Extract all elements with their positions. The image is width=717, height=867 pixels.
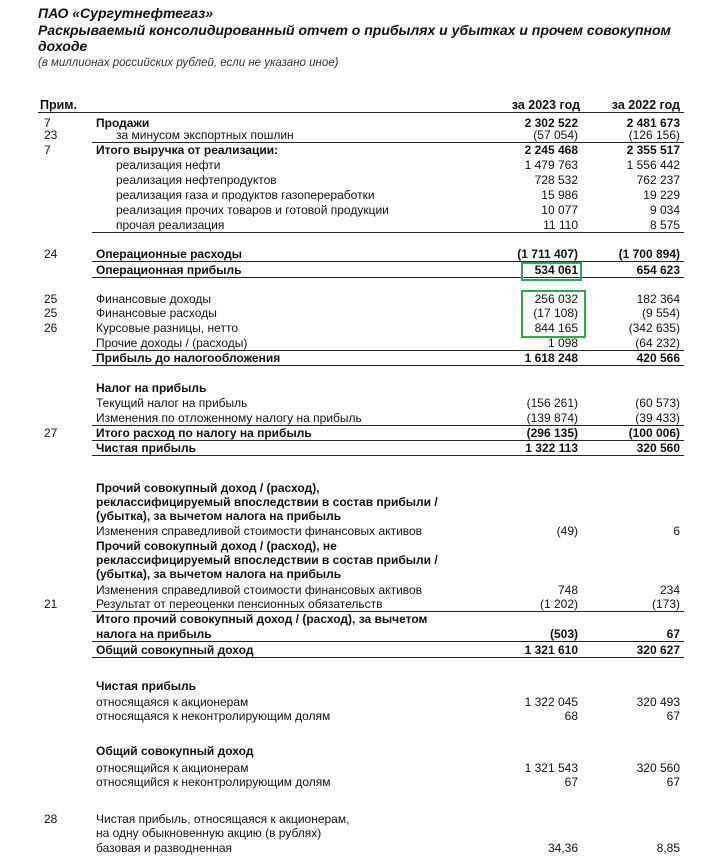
value-2022: 9 034 bbox=[649, 203, 680, 217]
row-rule bbox=[92, 365, 684, 366]
note-ref: 7 bbox=[44, 143, 51, 157]
note-ref: 28 bbox=[44, 812, 58, 826]
row-label: Результат от переоценки пенсионных обязательств bbox=[96, 597, 383, 611]
row-label: Итого выручка от реализации: bbox=[96, 143, 279, 157]
value-2023: (49) bbox=[556, 524, 578, 538]
value-2022: 762 237 bbox=[636, 173, 680, 187]
row-rule bbox=[92, 641, 684, 642]
value-2023: 1 321 610 bbox=[524, 643, 578, 657]
value-2023: 1 322 045 bbox=[524, 695, 578, 709]
row-rule bbox=[92, 350, 684, 351]
value-2023: 748 bbox=[557, 583, 578, 597]
note-ref: 24 bbox=[44, 247, 58, 261]
statement-title-line1: Раскрываемый консолидированный отчет о прибылях и убытках и прочем совокупном bbox=[38, 22, 671, 38]
value-2023: 1 321 543 bbox=[524, 761, 578, 775]
row-label: (убытка), за вычетом налога на прибыль bbox=[96, 509, 342, 523]
row-label: Общий совокупный доход bbox=[96, 643, 254, 657]
row-rule bbox=[92, 425, 684, 426]
row-label: реализация газа и продуктов газопереработки bbox=[116, 188, 375, 202]
value-2022: 1 556 442 bbox=[626, 158, 680, 172]
value-2022: 19 229 bbox=[643, 188, 680, 202]
row-label: Чистая прибыль bbox=[96, 441, 196, 455]
row-label: реализация нефтепродуктов bbox=[116, 173, 277, 187]
value-2023: 1 098 bbox=[547, 336, 578, 350]
value-2023: 34,36 bbox=[547, 841, 578, 855]
value-2022: 320 493 bbox=[636, 695, 680, 709]
value-2023: 534 061 bbox=[534, 263, 578, 277]
row-label: Общий совокупный доход bbox=[96, 744, 254, 758]
row-label: Текущий налог на прибыль bbox=[96, 396, 248, 410]
value-2023: 11 110 bbox=[543, 218, 578, 232]
row-label: Чистая прибыль bbox=[96, 679, 196, 693]
row-label: налога на прибыль bbox=[96, 627, 212, 641]
row-label: Операционные расходы bbox=[96, 247, 243, 261]
value-2022: (126 156) bbox=[628, 128, 680, 142]
value-2022: 420 566 bbox=[636, 351, 680, 365]
row-label: Операционная прибыль bbox=[96, 263, 242, 277]
row-label: (убытка), за вычетом налога на прибыль bbox=[96, 567, 342, 581]
row-label: Прочий совокупный доход / (расход), bbox=[96, 481, 320, 495]
row-label: Чистая прибыль, относящаяся к акционерам, bbox=[96, 812, 350, 826]
row-label: Изменения по отложенному налогу на прибыль bbox=[96, 411, 362, 425]
value-2023: (296 135) bbox=[526, 426, 578, 440]
value-2023: 1 479 763 bbox=[524, 158, 578, 172]
row-label: Изменения справедливой стоимости финансовых активов bbox=[96, 524, 423, 538]
value-2022: 654 623 bbox=[636, 263, 680, 277]
value-2023: 67 bbox=[564, 775, 578, 789]
row-rule bbox=[92, 142, 684, 143]
row-label: реализация нефти bbox=[116, 158, 221, 172]
value-2022: 67 bbox=[666, 709, 680, 723]
value-2022: 320 560 bbox=[636, 441, 680, 455]
row-label: относящийся к акционерам bbox=[96, 761, 249, 775]
row-label: Финансовые доходы bbox=[96, 292, 212, 306]
row-label: Продажи bbox=[96, 116, 150, 130]
column-header-2023: за 2023 год bbox=[511, 98, 580, 112]
row-label: Итого расход по налогу на прибыль bbox=[96, 426, 312, 440]
note-ref: 25 bbox=[44, 306, 58, 320]
value-2022: 8,85 bbox=[656, 841, 680, 855]
value-2023: (1 202) bbox=[539, 597, 578, 611]
value-2023: (17 108) bbox=[533, 306, 578, 320]
note-ref: 27 bbox=[44, 426, 58, 440]
row-label: Прибыль до налогообложения bbox=[96, 351, 281, 365]
row-label: за минусом экспортных пошлин bbox=[116, 128, 294, 142]
row-rule bbox=[92, 455, 684, 456]
row-rule bbox=[92, 440, 684, 441]
value-2022: (9 554) bbox=[641, 306, 680, 320]
value-2023: 844 165 bbox=[534, 321, 578, 335]
note-ref: 26 bbox=[44, 321, 58, 335]
note-ref: 21 bbox=[44, 597, 58, 611]
value-2023: (57 054) bbox=[533, 128, 578, 142]
value-2022: 2 355 517 bbox=[626, 143, 680, 157]
note-ref: 23 bbox=[44, 128, 58, 142]
column-header-note: Прим. bbox=[40, 98, 78, 112]
value-2023: 728 532 bbox=[534, 173, 578, 187]
value-2022: (173) bbox=[651, 597, 680, 611]
value-2023: 68 bbox=[564, 709, 578, 723]
value-2022: 234 bbox=[659, 583, 680, 597]
units-note: (в миллионах российских рублей, если не указано иное) bbox=[38, 57, 339, 69]
row-rule bbox=[92, 232, 684, 233]
row-label: Изменения справедливой стоимости финансовых активов bbox=[96, 583, 423, 597]
row-rule bbox=[92, 261, 684, 262]
note-ref: 25 bbox=[44, 292, 58, 306]
value-2023: 2 245 468 bbox=[524, 143, 578, 157]
row-label: Финансовые расходы bbox=[96, 306, 217, 320]
row-label: реклассифицируемый впоследствии в состав прибыли / bbox=[96, 553, 438, 567]
value-2023: 15 986 bbox=[541, 188, 578, 202]
value-2023: (156 261) bbox=[526, 396, 578, 410]
value-2023: 1 618 248 bbox=[524, 351, 578, 365]
row-label: базовая и разводненная bbox=[96, 841, 233, 855]
row-label: относящаяся к акционерам bbox=[96, 695, 249, 709]
row-rule bbox=[92, 657, 684, 658]
value-2023: 10 077 bbox=[541, 203, 578, 217]
row-label: реклассифицируемый впоследствии в состав прибыли / bbox=[96, 495, 438, 509]
row-rule bbox=[92, 611, 684, 612]
value-2023: 1 322 113 bbox=[525, 441, 578, 455]
statement-title-line2: доходе bbox=[38, 38, 88, 54]
value-2023: (1 711 407) bbox=[517, 247, 578, 261]
row-label: относящаяся к неконтролирующим долям bbox=[96, 709, 331, 723]
value-2022: 182 364 bbox=[636, 292, 680, 306]
value-2022: (64 232) bbox=[635, 336, 680, 350]
value-2022: (60 573) bbox=[635, 396, 680, 410]
row-label: реализация прочих товаров и готовой продукции bbox=[116, 203, 389, 217]
value-2022: 2 481 673 bbox=[626, 116, 680, 130]
row-label: на одну обыкновенную акцию (в рублях) bbox=[96, 826, 322, 840]
value-2023: 2 302 522 bbox=[524, 116, 578, 130]
value-2022: 8 575 bbox=[649, 218, 680, 232]
value-2022: 67 bbox=[666, 775, 680, 789]
value-2022: (100 006) bbox=[628, 426, 680, 440]
row-label: Прочий совокупный доход / (расход), не bbox=[96, 539, 337, 553]
value-2023: (139 874) bbox=[526, 411, 578, 425]
note-ref: 7 bbox=[44, 116, 51, 130]
value-2022: 320 560 bbox=[636, 761, 680, 775]
row-label: Прочие доходы / (расходы) bbox=[96, 336, 248, 350]
value-2023: 256 032 bbox=[534, 292, 578, 306]
row-label: Курсовые разницы, нетто bbox=[96, 321, 238, 335]
company-name: ПАО «Сургутнефтегаз» bbox=[38, 5, 214, 21]
value-2022: 67 bbox=[666, 627, 680, 641]
value-2022: (39 433) bbox=[635, 411, 680, 425]
row-label: относящийся к неконтролирующим долям bbox=[96, 775, 331, 789]
row-label: прочая реализация bbox=[116, 218, 225, 232]
value-2022: (1 700 894) bbox=[618, 247, 680, 261]
row-label: Итого прочий совокупный доход / (расход), за вычетом bbox=[96, 612, 428, 626]
value-2022: 320 627 bbox=[636, 643, 680, 657]
value-2023: (503) bbox=[549, 627, 578, 641]
value-2022: 6 bbox=[673, 524, 680, 538]
column-header-2022: за 2022 год bbox=[611, 98, 680, 112]
value-2022: (342 635) bbox=[628, 321, 680, 335]
row-label: Налог на прибыль bbox=[96, 381, 207, 395]
row-rule bbox=[92, 277, 684, 278]
